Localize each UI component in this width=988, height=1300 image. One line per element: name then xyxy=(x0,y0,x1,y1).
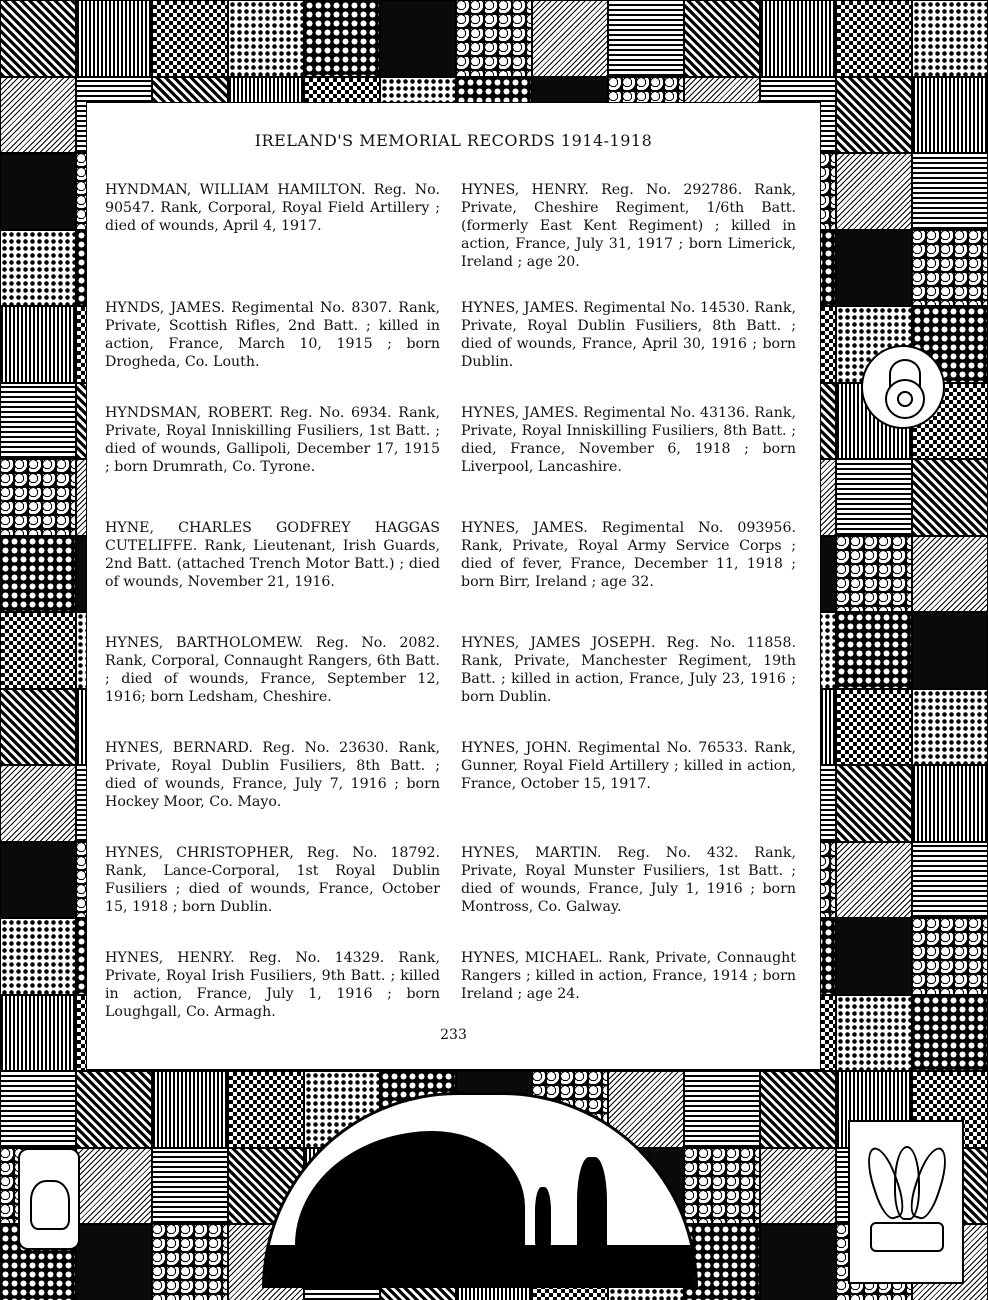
pattern-tile xyxy=(0,995,76,1072)
text-panel xyxy=(86,102,821,1070)
pattern-tile xyxy=(76,1071,152,1148)
pattern-tile xyxy=(912,689,988,766)
record-entry: HYNDMAN, WILLIAM HAMILTON. Reg. No. 90547. Rank, Corporal, Royal Field Artillery ; died of wounds, April 4, 1917. xyxy=(105,182,440,234)
record-entry: HYNES, HENRY. Reg. No. 292786. Rank, Private, Cheshire Regiment, 1/6th Batt. (formerly East Kent Regiment) ; killed in action, France, July 31, 1917 ; born Limerick, Ireland ; age 20. xyxy=(461,182,796,270)
record-entry: HYNES, MICHAEL. Rank, Private, Connaught Rangers ; killed in action, France, 1914 ; born Ireland ; age 24. xyxy=(461,950,796,1002)
pattern-tile xyxy=(836,918,912,995)
page-number: 233 xyxy=(440,1027,467,1043)
pattern-tile xyxy=(836,612,912,689)
pattern-tile xyxy=(836,459,912,536)
pattern-tile xyxy=(228,0,304,77)
pattern-tile xyxy=(76,1224,152,1300)
pattern-tile xyxy=(912,0,988,77)
pattern-tile xyxy=(76,1148,152,1225)
pattern-tile xyxy=(304,0,380,77)
record-entry: HYNES, JAMES. Regimental No. 093956. Rank, Private, Royal Army Service Corps ; died of fever, France, December 11, 1918 ; born Birr, Ireland ; age 32. xyxy=(461,520,796,590)
pattern-tile xyxy=(912,536,988,613)
helmet-shape xyxy=(30,1180,70,1230)
pattern-tile xyxy=(912,77,988,154)
pattern-tile xyxy=(0,77,76,154)
record-entry: HYNES, HENRY. Reg. No. 14329. Rank, Private, Royal Irish Fusiliers, 9th Batt. ; killed in action, France, July 1, 1916 ; born Loughgall, Co. Armagh. xyxy=(105,950,440,1020)
pattern-tile xyxy=(912,230,988,307)
pattern-tile xyxy=(684,0,760,77)
pattern-tile xyxy=(836,536,912,613)
pattern-tile xyxy=(608,0,684,77)
record-entry: HYNES, JOHN. Regimental No. 76533. Rank, Gunner, Royal Field Artillery ; killed in action, France, October 15, 1917. xyxy=(461,740,796,792)
pattern-tile xyxy=(0,765,76,842)
soldier-figure-small xyxy=(493,1195,503,1235)
pattern-tile xyxy=(912,918,988,995)
pattern-tile xyxy=(912,765,988,842)
pattern-tile xyxy=(0,459,76,536)
pattern-tile xyxy=(760,0,836,77)
pattern-tile xyxy=(0,230,76,307)
pattern-tile xyxy=(456,0,532,77)
record-entry: HYNES, CHRISTOPHER, Reg. No. 18792. Rank, Lance-Corporal, 1st Royal Dublin Fusiliers ; died of wounds, France, October 15, 1918 ; born Dublin. xyxy=(105,845,440,915)
record-entry: HYNDS, JAMES. Regimental No. 8307. Rank, Private, Scottish Rifles, 2nd Batt. ; killed in action, France, March 10, 1915 ; born Drogheda, Co. Louth. xyxy=(105,300,440,370)
pattern-tile xyxy=(684,1071,760,1148)
grenade-badge-icon xyxy=(861,345,945,429)
record-entry: HYNES, BERNARD. Reg. No. 23630. Rank, Private, Royal Dublin Fusiliers, 8th Batt. ; died of wounds, France, July 7, 1916 ; born Hockey Moor, Co. Mayo. xyxy=(105,740,440,810)
pattern-tile xyxy=(760,1148,836,1225)
pattern-tile xyxy=(0,842,76,919)
prince-of-wales-feathers-icon xyxy=(848,1120,964,1284)
pattern-tile xyxy=(152,1148,228,1225)
pattern-tile xyxy=(0,689,76,766)
pattern-tile xyxy=(0,306,76,383)
pattern-tile xyxy=(912,612,988,689)
pattern-tile xyxy=(836,689,912,766)
pattern-tile xyxy=(836,995,912,1072)
pattern-tile xyxy=(0,536,76,613)
record-entry: HYNDSMAN, ROBERT. Reg. No. 6934. Rank, Private, Royal Inniskilling Fusiliers, 1st Batt. ; died of wounds, Gallipoli, December 17, 1915 ; born Drumrath, Co. Tyrone. xyxy=(105,405,440,475)
pattern-tile xyxy=(228,1071,304,1148)
pattern-tile xyxy=(836,230,912,307)
pattern-tile xyxy=(76,0,152,77)
record-entry: HYNES, JAMES JOSEPH. Reg. No. 11858. Rank, Private, Manchester Regiment, 19th Batt. ; killed in action, France, July 23, 1916 ; born Dublin. xyxy=(461,635,796,705)
record-entry: HYNES, BARTHOLOMEW. Reg. No. 2082. Rank, Corporal, Connaught Rangers, 6th Batt. ; died of wounds, France, September 12, 1916; born Ledsham, Cheshire. xyxy=(105,635,440,705)
pattern-tile xyxy=(760,1224,836,1300)
pattern-tile xyxy=(836,0,912,77)
pattern-tile xyxy=(0,918,76,995)
pattern-tile xyxy=(912,459,988,536)
pattern-tile xyxy=(684,1148,760,1225)
pattern-tile xyxy=(912,995,988,1072)
page-title: IRELAND'S MEMORIAL RECORDS 1914-1918 xyxy=(254,131,653,150)
record-entry: HYNES, JAMES. Regimental No. 43136. Rank, Private, Royal Inniskilling Fusiliers, 8th Batt. ; died, France, November 6, 1918 ; born Liverpool, Lancashire. xyxy=(461,405,796,475)
pattern-tile xyxy=(836,153,912,230)
record-entry: HYNES, JAMES. Regimental No. 14530. Rank, Private, Royal Dublin Fusiliers, 8th Batt. ; died of wounds, France, April 30, 1916 ; born Dublin. xyxy=(461,300,796,370)
helmet-icon xyxy=(18,1148,80,1250)
pattern-tile xyxy=(0,0,76,77)
pattern-tile xyxy=(152,1224,228,1300)
pattern-tile xyxy=(0,612,76,689)
pattern-tile xyxy=(0,153,76,230)
pattern-tile xyxy=(152,1071,228,1148)
pattern-tile xyxy=(836,765,912,842)
pattern-tile xyxy=(912,842,988,919)
pattern-tile xyxy=(760,1071,836,1148)
record-entry: HYNE, CHARLES GODFREY HAGGAS CUTELIFFE. Rank, Lieutenant, Irish Guards, 2nd Batt. (attached Trench Motor Batt.) ; died of wounds, November 21, 1916. xyxy=(105,520,440,590)
pattern-tile xyxy=(912,153,988,230)
pattern-tile xyxy=(380,0,456,77)
pattern-tile xyxy=(152,0,228,77)
pattern-tile xyxy=(836,842,912,919)
coronet-shape xyxy=(870,1222,944,1252)
pattern-tile xyxy=(836,77,912,154)
pattern-tile xyxy=(0,383,76,460)
record-entry: HYNES, MARTIN. Reg. No. 432. Rank, Private, Royal Munster Fusiliers, 1st Batt. ; died of wounds, France, July 1, 1916 ; born Montross, Co. Galway. xyxy=(461,845,796,915)
soldier-figure-large xyxy=(577,1157,607,1267)
soldier-figure-medium xyxy=(535,1187,551,1247)
rock-outcrop-shape xyxy=(295,1131,525,1288)
pattern-tile xyxy=(532,0,608,77)
grenade-icon xyxy=(885,379,925,419)
pattern-tile xyxy=(0,1071,76,1148)
